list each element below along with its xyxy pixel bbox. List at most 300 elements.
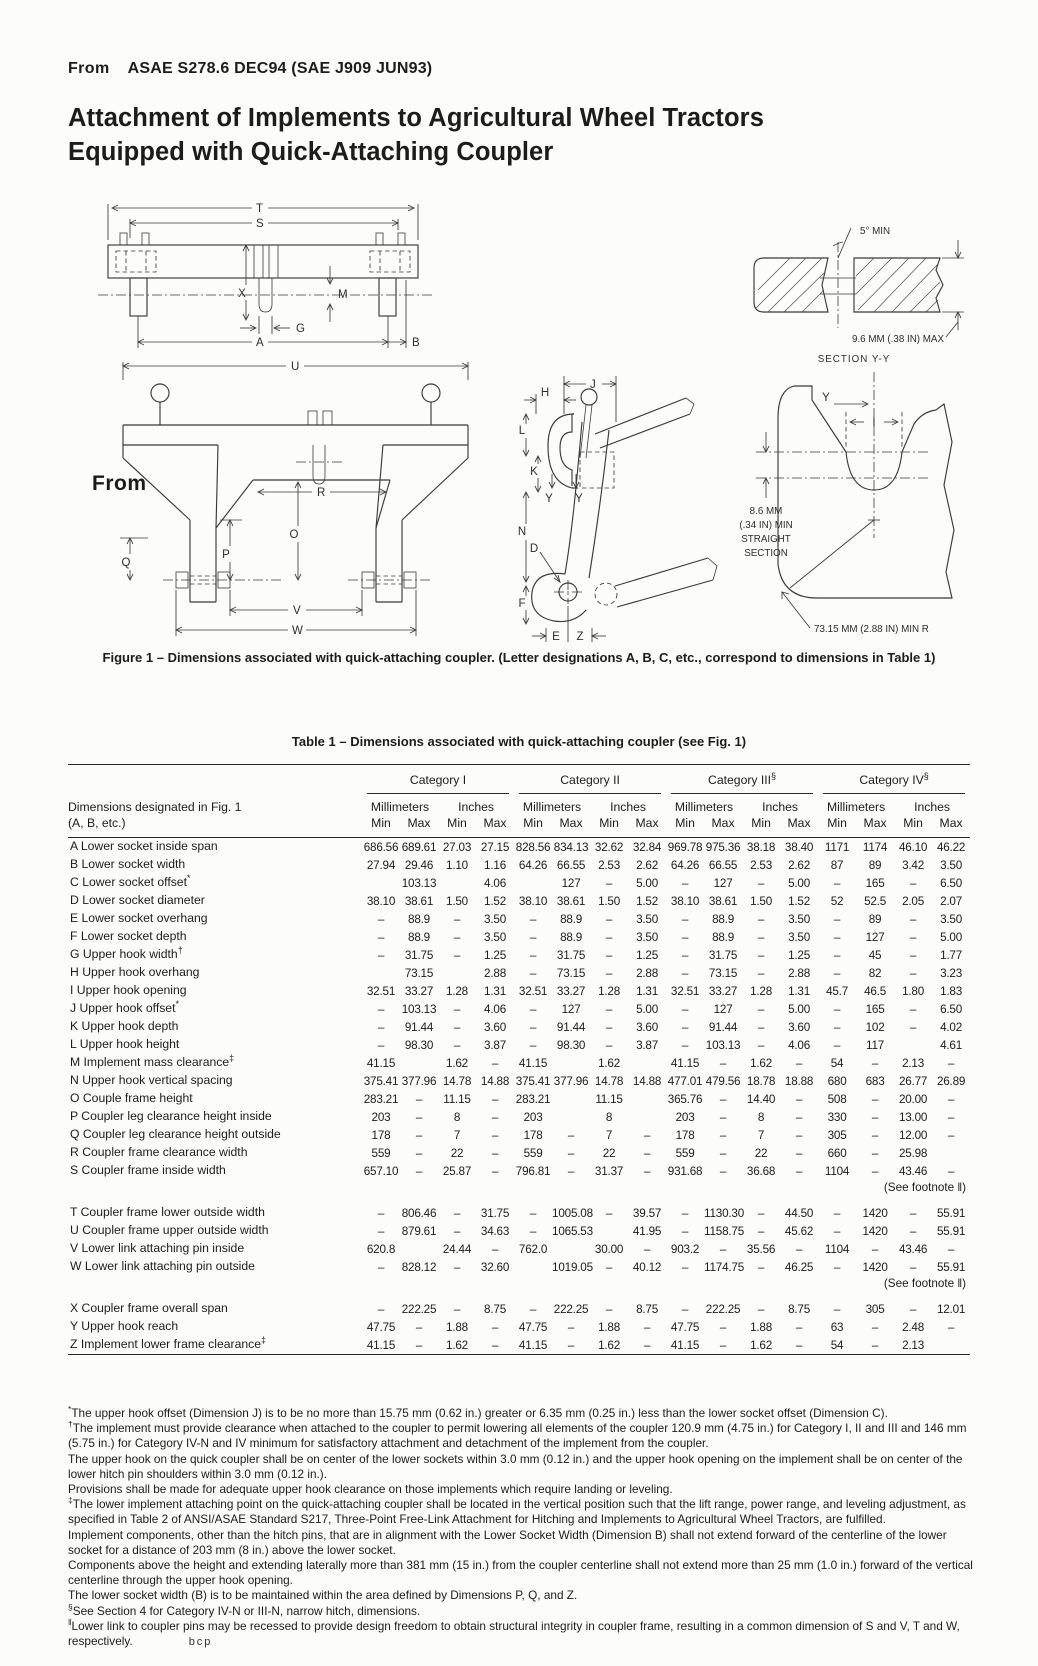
cell-C-12: – (833, 876, 841, 890)
cell-B-0: 27.94 (366, 858, 396, 872)
dim-label-K: K (530, 466, 538, 478)
category-3-label: Category III (708, 773, 772, 787)
dim-label-V: V (293, 605, 301, 617)
figure-1 (68, 190, 970, 642)
category-header-spacer (68, 765, 362, 795)
cell-O-12: 508 (827, 1092, 847, 1106)
cell-I-15: 1.83 (940, 984, 963, 998)
cell-R-6: 22 (602, 1146, 616, 1160)
cell-T-13: 1420 (862, 1206, 888, 1220)
cell-Q-8: 178 (675, 1128, 695, 1142)
cell-N-13: 683 (865, 1074, 885, 1088)
cell-K-3: 3.60 (484, 1020, 506, 1034)
cell-H-7: 2.88 (636, 966, 659, 980)
unit-mm-1: Millimeters (370, 800, 430, 814)
table-title: Table 1 – Dimensions associated with quick-attaching coupler (see Fig. 1) (291, 734, 747, 749)
cell-U-15: 55.91 (936, 1224, 966, 1238)
dim-label-J: J (590, 379, 596, 391)
cell-W-13: 1420 (862, 1260, 888, 1274)
dim-label-Y: Y (545, 493, 553, 505)
row-label: A Lower socket inside span (70, 839, 218, 854)
cell-H-14: – (909, 966, 917, 980)
cell-I-11: 1.31 (788, 984, 811, 998)
cell-E-15: 3.50 (940, 912, 963, 926)
cell-I-9: 33.27 (708, 984, 738, 998)
cell-C-6: – (605, 876, 613, 890)
cell-X-3: 8.75 (484, 1302, 506, 1316)
cell-Q-6: 7 (605, 1128, 613, 1142)
cell-L-15: 4.61 (940, 1038, 963, 1052)
cell-G-9: 31.75 (708, 948, 738, 962)
cell-W-0: – (377, 1260, 385, 1274)
cell-E-10: – (757, 912, 765, 926)
cell-U-6 (590, 1222, 628, 1240)
cell-G-13: 45 (868, 948, 882, 962)
max-header: Max (635, 816, 659, 830)
footnote-marker: § (68, 1601, 73, 1612)
cell-T-1: 806.46 (401, 1206, 437, 1220)
cell-G-4: – (529, 948, 537, 962)
cell-R-0: 559 (371, 1146, 391, 1160)
cell-A-10: 38.18 (746, 840, 776, 854)
cell-V-14: 43.46 (898, 1242, 928, 1256)
cell-N-14: 26.77 (898, 1074, 928, 1088)
cell-X-8: – (681, 1302, 689, 1316)
cell-U-12: – (833, 1224, 841, 1238)
cell-O-7 (628, 1090, 666, 1108)
footnote-marker: ‖ (68, 1616, 72, 1627)
cell-G-5: 31.75 (556, 948, 586, 962)
cell-O-14: 20.00 (898, 1092, 928, 1106)
cell-D-14: 2.05 (902, 894, 925, 908)
spacer-cell (68, 1291, 970, 1300)
spacer-row (68, 1291, 970, 1300)
cell-T-7: 39.57 (632, 1206, 662, 1220)
footnote-ref-row (68, 1276, 970, 1291)
cell-B-8: 64.26 (670, 858, 700, 872)
cell-W-6: – (605, 1260, 613, 1274)
cell-L-9: 103.13 (705, 1038, 741, 1052)
cell-T-4: – (529, 1206, 537, 1220)
cell-I-13: 46.5 (864, 984, 887, 998)
row-label: L Upper hook height (70, 1037, 180, 1052)
cell-S-9: – (719, 1164, 727, 1178)
cell-G-7: 1.25 (636, 948, 659, 962)
cell-B-7: 2.62 (636, 858, 659, 872)
cell-G-10: – (757, 948, 765, 962)
cell-R-3: – (491, 1146, 499, 1160)
dim-label-T: T (256, 203, 264, 215)
straight-section-label-2: (.34 IN) MIN (739, 520, 793, 531)
cell-Y-7: – (643, 1320, 651, 1334)
cell-C-2 (438, 874, 476, 892)
cell-P-5 (552, 1108, 590, 1126)
cell-Y-1: – (415, 1320, 423, 1334)
cell-B-2: 1.10 (446, 858, 468, 872)
cell-O-0: 283.21 (363, 1092, 399, 1106)
cell-A-0: 686.56 (363, 840, 399, 854)
cell-V-0: 620.8 (366, 1242, 396, 1256)
dim-label-L: L (518, 425, 526, 437)
min-r-label: 73.15 MM (2.88 IN) MIN R (814, 624, 929, 635)
footnote-3: The upper hook on the quick coupler shall be on center of the lower sockets within 3.0 mm (0.12 in.) and the upper hook opening on the implement shall be on center of the lower hitch pin shoulders within 3.0 mm (0.12 in.). (68, 1451, 963, 1481)
row-label: Q Coupler leg clearance height outside (70, 1127, 281, 1142)
cell-N-2: 14.78 (442, 1074, 472, 1088)
cell-E-14: – (909, 912, 917, 926)
cell-R-10: 22 (754, 1146, 768, 1160)
cell-X-7: 8.75 (636, 1302, 659, 1316)
category-4-label: Category IV (859, 773, 924, 787)
cell-N-6: 14.78 (594, 1074, 624, 1088)
cell-T-11: 44.50 (784, 1206, 814, 1220)
cell-S-12: 1104 (824, 1164, 850, 1178)
cell-E-7: 3.50 (636, 912, 659, 926)
cell-W-1: 828.12 (401, 1260, 437, 1274)
max-header: Max (407, 816, 431, 830)
section-yy-diagram (754, 226, 964, 365)
cell-T-0: – (377, 1206, 385, 1220)
cell-I-12: 45.7 (826, 984, 849, 998)
cell-D-11: 1.52 (788, 894, 811, 908)
cell-H-15: 3.23 (940, 966, 963, 980)
category-2-label: Category II (560, 773, 620, 787)
row-label: U Coupler frame upper outside width (70, 1223, 269, 1238)
cell-Z-4: 41.15 (518, 1338, 548, 1352)
cell-Z-5: – (567, 1338, 575, 1352)
cell-H-6: – (605, 966, 613, 980)
cell-J-11: 5.00 (788, 1002, 811, 1016)
unit-in-4: Inches (914, 800, 951, 814)
cell-K-11: 3.60 (788, 1020, 811, 1034)
table-row-U (68, 1222, 970, 1240)
cell-V-3: – (491, 1242, 499, 1256)
cell-J-7: 5.00 (636, 1002, 659, 1016)
cell-K-15: 4.02 (940, 1020, 963, 1034)
cell-E-9: 88.9 (712, 912, 735, 926)
cell-M-15: – (947, 1056, 955, 1070)
cell-G-0: – (377, 948, 385, 962)
cell-M-14: 2.13 (902, 1056, 925, 1070)
cell-M-12: 54 (830, 1056, 844, 1070)
unit-header-row (68, 794, 970, 814)
table-row-N (68, 1072, 970, 1090)
cell-W-3: 32.60 (480, 1260, 510, 1274)
cell-G-6: – (605, 948, 613, 962)
unit-in-3: Inches (762, 800, 799, 814)
cell-C-14: – (909, 876, 917, 890)
cell-R-15 (932, 1144, 970, 1162)
cell-L-14 (894, 1036, 932, 1054)
cell-D-3: 1.52 (484, 894, 506, 908)
cell-O-11: – (795, 1092, 803, 1106)
footnotes (68, 1406, 974, 1649)
dim-label-Y3: Y (822, 392, 830, 404)
cell-B-10: 2.53 (750, 858, 773, 872)
cell-Q-5: – (567, 1128, 575, 1142)
dim-label-Z: Z (576, 631, 584, 642)
row-label: Y Upper hook reach (70, 1319, 179, 1334)
cell-K-4: – (529, 1020, 537, 1034)
cell-G-14: – (909, 948, 917, 962)
cell-R-5: – (567, 1146, 575, 1160)
cell-Q-12: 305 (827, 1128, 847, 1142)
cell-X-5: 222.25 (553, 1302, 589, 1316)
cell-Z-13: – (871, 1338, 879, 1352)
footnote-ref-row (68, 1180, 970, 1195)
cell-C-4 (514, 874, 552, 892)
cell-J-0: – (377, 1002, 385, 1016)
cell-S-3: – (491, 1164, 499, 1178)
cell-Y-13: – (871, 1320, 879, 1334)
row-label: M Implement mass clearance‡ (70, 1053, 235, 1070)
cell-H-1: 73.15 (404, 966, 434, 980)
cell-X-6: – (605, 1302, 613, 1316)
cell-O-8: 365.76 (667, 1092, 703, 1106)
cell-V-15: – (947, 1242, 955, 1256)
cell-N-3: 14.88 (480, 1074, 510, 1088)
cell-X-1: 222.25 (401, 1302, 437, 1316)
cell-Q-3: – (491, 1128, 499, 1142)
cell-H-12: – (833, 966, 841, 980)
cell-F-9: 88.9 (712, 930, 735, 944)
cell-S-7: – (643, 1164, 651, 1178)
cell-V-8: 903.2 (670, 1242, 700, 1256)
cell-K-6: – (605, 1020, 613, 1034)
cell-X-2: – (453, 1302, 461, 1316)
straight-section-label-4: SECTION (744, 548, 788, 559)
cell-K-2: – (453, 1020, 461, 1034)
cell-X-13: 305 (865, 1302, 885, 1316)
cell-K-9: 91.44 (708, 1020, 738, 1034)
top-view-diagram (98, 203, 433, 349)
max-9-6-label: 9.6 MM (.38 IN) MAX (852, 334, 944, 345)
cell-M-4: 41.15 (518, 1056, 548, 1070)
cell-P-13: – (871, 1110, 879, 1124)
cell-J-12: – (833, 1002, 841, 1016)
dim-label-P: P (222, 549, 230, 561)
cell-F-0: – (377, 930, 385, 944)
cell-C-0 (362, 874, 400, 892)
min-header: Min (447, 816, 467, 830)
cell-Y-2: 1.88 (446, 1320, 468, 1334)
cell-P-7 (628, 1108, 666, 1126)
cell-A-15: 46.22 (936, 840, 966, 854)
cell-L-2: – (453, 1038, 461, 1052)
cell-D-1: 38.61 (404, 894, 434, 908)
row-label: D Lower socket diameter (70, 893, 205, 908)
cell-N-12: 680 (827, 1074, 847, 1088)
table-row-I (68, 982, 970, 1000)
row-header-line-2: (A, B, etc.) (68, 816, 126, 830)
cell-F-1: 88.9 (408, 930, 430, 944)
dim-label-F: F (518, 598, 526, 610)
cell-I-6: 1.28 (598, 984, 621, 998)
cell-Q-7: – (643, 1128, 651, 1142)
min-header: Min (371, 816, 391, 830)
cell-A-5: 834.13 (553, 840, 589, 854)
dim-label-A: A (256, 337, 264, 349)
cell-L-3: 3.87 (484, 1038, 506, 1052)
cell-I-14: 1.80 (902, 984, 925, 998)
cell-D-15: 2.07 (940, 894, 963, 908)
cell-B-15: 3.50 (940, 858, 963, 872)
unit-mm-3: Millimeters (674, 800, 734, 814)
cell-H-13: 82 (868, 966, 882, 980)
cell-I-3: 1.31 (484, 984, 506, 998)
row-label: G Upper hook width† (70, 945, 183, 962)
cell-P-2: 8 (453, 1110, 461, 1124)
cell-J-10: – (757, 1002, 765, 1016)
dim-label-S: S (256, 218, 264, 230)
spacer-row (68, 1195, 970, 1204)
cell-H-4: – (529, 966, 537, 980)
cell-T-9: 1130.30 (704, 1206, 745, 1220)
bcp-mark: bcp (188, 1636, 213, 1649)
cell-U-14: – (909, 1224, 917, 1238)
row-label: F Lower socket depth (70, 929, 187, 944)
cell-Z-7: – (643, 1338, 651, 1352)
figure-diagram (68, 190, 970, 642)
cell-I-7: 1.31 (636, 984, 659, 998)
table-row-D (68, 892, 970, 910)
cell-H-5: 73.15 (556, 966, 586, 980)
min-header: Min (903, 816, 923, 830)
cell-X-10: – (757, 1302, 765, 1316)
dim-label-U: U (291, 361, 300, 373)
cell-H-8: – (681, 966, 689, 980)
category-1-label: Category I (409, 773, 467, 787)
cell-D-4: 38.10 (518, 894, 548, 908)
cell-Y-12: 63 (830, 1320, 844, 1334)
row-label: O Couple frame height (70, 1091, 193, 1106)
cell-Z-12: 54 (830, 1338, 844, 1352)
cell-C-11: 5.00 (788, 876, 811, 890)
footnote-ref: (See footnote ‖) (883, 1181, 967, 1194)
cell-S-11: – (795, 1164, 803, 1178)
row-label: I Upper hook opening (70, 983, 187, 998)
cell-Y-15: – (947, 1320, 955, 1334)
cell-T-2: – (453, 1206, 461, 1220)
category-header-row (68, 765, 970, 795)
front-view-diagram (120, 361, 468, 637)
cell-J-6: – (605, 1002, 613, 1016)
cell-B-6: 2.53 (598, 858, 621, 872)
max-header: Max (483, 816, 507, 830)
cell-W-4 (514, 1258, 552, 1276)
row-label: J Upper hook offset* (70, 999, 179, 1016)
cell-C-9: 127 (713, 876, 733, 890)
cell-C-3: 4.06 (484, 876, 506, 890)
cell-G-11: 1.25 (788, 948, 811, 962)
cell-C-13: 165 (865, 876, 885, 890)
cell-F-2: – (453, 930, 461, 944)
cell-F-7: 3.50 (636, 930, 659, 944)
cell-S-10: 36.68 (746, 1164, 776, 1178)
cell-H-11: 2.88 (788, 966, 811, 980)
standard-reference: ASAE S278.6 DEC94 (SAE J909 JUN93) (127, 60, 433, 77)
cell-J-1: 103.13 (401, 1002, 437, 1016)
page-title-line-2: Equipped with Quick-Attaching Coupler (68, 137, 554, 166)
table-row-Y (68, 1318, 970, 1336)
footnote-2: †The implement must provide clearance when attached to the coupler to permit lowering all elements of the coupler 120.9 mm (4.75 in.) for Category I, II and III and 146 mm (5.75 in.) for Category IV-N and IV minimum for satisfactory attachment and detachment of the implement from the coupler. (68, 1419, 967, 1451)
cell-W-9: 1174.75 (704, 1260, 745, 1274)
cell-F-12: – (833, 930, 841, 944)
cell-E-5: 88.9 (560, 912, 583, 926)
cell-L-7: 3.87 (636, 1038, 659, 1052)
cell-O-5 (552, 1090, 590, 1108)
table-body (68, 838, 970, 1355)
cell-G-2: – (453, 948, 461, 962)
cell-N-0: 375.41 (363, 1074, 399, 1088)
cell-L-0: – (377, 1038, 385, 1052)
footnote-9: §See Section 4 for Category IV-N or III-N, narrow hitch, dimensions. (68, 1601, 421, 1618)
table-row-S (68, 1162, 970, 1180)
cell-T-12: – (833, 1206, 841, 1220)
dim-label-Q: Q (121, 557, 131, 569)
cell-K-7: 3.60 (636, 1020, 659, 1034)
cell-N-1: 377.96 (401, 1074, 437, 1088)
cell-U-7: 41.95 (632, 1224, 662, 1238)
cell-R-2: 22 (450, 1146, 464, 1160)
cell-D-12: 52 (830, 894, 844, 908)
cell-Y-14: 2.48 (902, 1320, 925, 1334)
cell-F-13: 127 (865, 930, 885, 944)
cell-D-7: 1.52 (636, 894, 659, 908)
table-row-F (68, 928, 970, 946)
table-row-E (68, 910, 970, 928)
cell-A-6: 32.62 (594, 840, 624, 854)
cell-P-6: 8 (605, 1110, 613, 1124)
cell-F-14: – (909, 930, 917, 944)
cell-D-8: 38.10 (670, 894, 700, 908)
cell-P-9: – (719, 1110, 727, 1124)
dim-label-Y2: Y (575, 493, 583, 505)
cell-L-1: 98.30 (404, 1038, 434, 1052)
cell-E-2: – (453, 912, 461, 926)
cell-G-12: – (833, 948, 841, 962)
cell-I-4: 32.51 (518, 984, 548, 998)
min-header: Min (599, 816, 619, 830)
table-row-J (68, 1000, 970, 1018)
footnote-10: ‖Lower link to coupler pins may be recessed to provide design freedom to obtain structural integrity in coupler frame, resulting in a common dimension of S and V, T and W, respectively. bcp (68, 1616, 960, 1649)
cell-D-13: 52.5 (864, 894, 887, 908)
cell-V-9: – (719, 1242, 727, 1256)
cell-K-1: 91.44 (404, 1020, 434, 1034)
cell-A-3: 27.15 (480, 840, 510, 854)
cell-U-4: – (529, 1224, 537, 1238)
table-row-M (68, 1054, 970, 1072)
table-row-Q (68, 1126, 970, 1144)
footnote-8: The lower socket width (B) is to be maintained within the area defined by Dimensions P, Q, and Z. (68, 1588, 578, 1603)
cell-V-12: 1104 (824, 1242, 850, 1256)
max-header: Max (711, 816, 735, 830)
cell-U-11: 45.62 (784, 1224, 814, 1238)
min-header: Min (523, 816, 543, 830)
cell-J-4: – (529, 1002, 537, 1016)
cell-K-12: – (833, 1020, 841, 1034)
cell-C-1: 103.13 (401, 876, 437, 890)
cell-B-13: 89 (868, 858, 882, 872)
table-row-W (68, 1258, 970, 1276)
category-4-sup: § (923, 770, 929, 781)
cell-L-8: – (681, 1038, 689, 1052)
cell-I-5: 33.27 (556, 984, 586, 998)
straight-section-label-1: 8.6 MM (749, 506, 783, 517)
cell-S-4: 796.81 (515, 1164, 551, 1178)
cell-Q-4: 178 (523, 1128, 543, 1142)
cell-C-15: 6.50 (940, 876, 963, 890)
cell-U-2: – (453, 1224, 461, 1238)
